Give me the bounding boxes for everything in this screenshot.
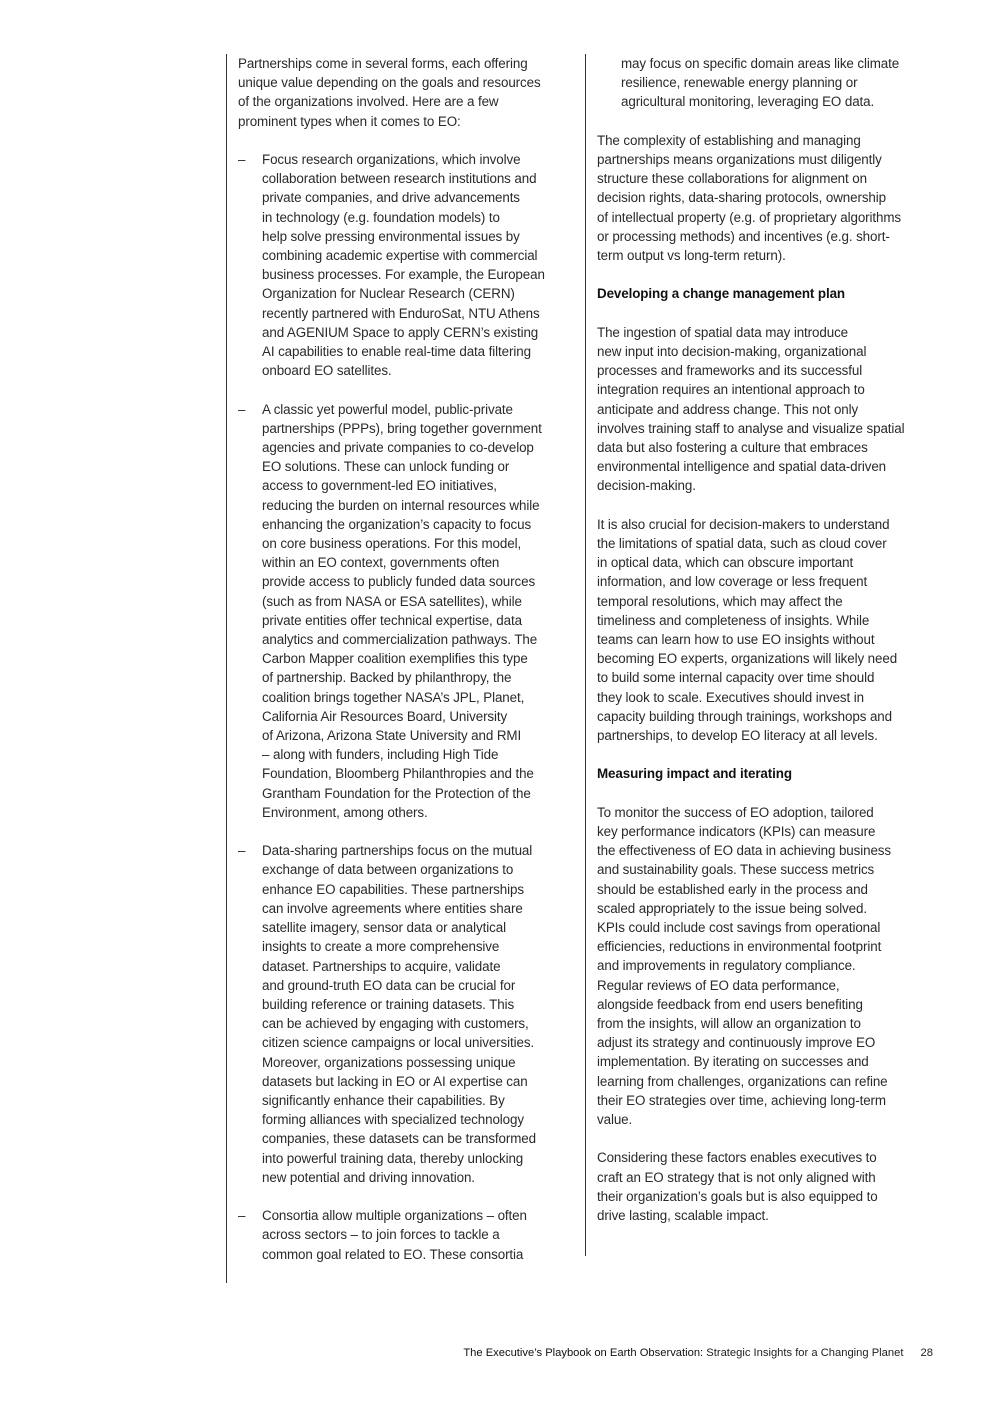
paragraph: It is also crucial for decision-makers to understand the limitations of spatial data, such as cloud cover in optical data, which can obscure important information, and low coverage or less frequent temporal resolutions, which may affect the timeliness and completeness of insights. While teams can learn how to use EO insights without becoming EO experts, organizations will likely need to build some internal capacity over time should they look to scale. Executives should invest in capacity building through trainings, workshops and partnerships, to develop EO literacy at all levels. <box>597 516 898 744</box>
footer-subtitle: Strategic Insights for a Changing Planet <box>706 1347 904 1359</box>
list-item-text: Consortia allow multiple organizations – often across sectors – to join forces to tackle a common goal related to EO. These consortia <box>262 1208 527 1262</box>
page-number: 28 <box>920 1347 933 1359</box>
right-column <box>585 54 966 1256</box>
dash-bullet: – <box>238 1208 246 1224</box>
paragraph: The ingestion of spatial data may introduce new input into decision-making, organizational processes and frameworks and its successful integration requires an intentional approach to anticipate and address change. This not only involves training staff to analyse and visualize spatial data but also fostering a culture that embraces environmental intelligence and spatial data-driven decision-making. <box>597 324 905 494</box>
section-heading: Measuring impact and iterating <box>597 766 792 782</box>
paragraph: To monitor the success of EO adoption, tailored key performance indicators (KPIs) can measure the effectiveness of EO data in achieving business and sustainability goals. These success metrics should be established early in the process and scaled appropriately to the issue being solved. KPIs could include cost savings from operational efficiencies, reductions in environmental footprint and improvements in regulatory compliance. Regular reviews of EO data performance, alongside feedback from end users benefiting from the insights, will allow an organization to adjust its strategy and continuously improve EO implementation. By iterating on successes and learning from challenges, organizations can refine their EO strategies over time, achieving long-term value. <box>597 804 891 1128</box>
list-item-text: Focus research organizations, which involve collaboration between research institutions and private companies, and drive advancements in technology (e.g. foundation models) to help solve pressing environmental issues by combining academic expertise with commercial business processes. For example, the European Organization for Nuclear Research (CERN) recently partnered with EnduroSat, NTU Athens and AGENIUM Space to apply CERN’s existing AI capabilities to enable real-time data filtering onboard EO satellites. <box>262 152 545 379</box>
list-item <box>227 841 579 1187</box>
list-item-text: A classic yet powerful model, public-private partnerships (PPPs), bring together government agencies and private companies to co-develop EO solutions. These can unlock funding or access to government-led EO initiatives, reducing the burden on internal resources while enhancing the organization’s capacity to focus on core business operations. For this model, within an EO context, governments often provide access to publicly funded data sources (such as from NASA or ESA satellites), while private entities offer technical expertise, data analytics and commercialization pathways. The Carbon Mapper coalition exemplifies this type of partnership. Backed by philanthropy, the coalition brings together NASA’s JPL, Planet, California Air Resources Board, University of Arizona, Arizona State University and RMI – along with funders, including High Tide Foundation, Bloomberg Philanthropies and the Grantham Foundation for the Protection of the Environment, among others. <box>262 401 542 820</box>
section-heading: Developing a change management plan <box>597 286 846 302</box>
intro-paragraph: Partnerships come in several forms, each offering unique value depending on the goals and resources of the organizations involved. Here are a few prominent types when it comes to EO: <box>238 56 541 129</box>
page-footer <box>463 1346 933 1360</box>
dash-bullet: – <box>238 152 246 167</box>
list-item-continuation: may focus on specific domain areas like climate resilience, renewable energy planning or agricultural monitoring, leveraging EO data. <box>621 56 900 110</box>
footer-title: The Executive’s Playbook on Earth Observation: <box>463 1347 704 1359</box>
list-item <box>227 400 579 822</box>
dash-bullet: – <box>238 843 246 859</box>
list-item <box>227 1206 579 1264</box>
list-item <box>227 150 579 380</box>
paragraph: The complexity of establishing and managing partnerships means organizations must diligently structure these collaborations for alignment on decision rights, data-sharing protocols, ownership of intellectual property (e.g. of proprietary algorithms or processing methods) and incentives (e.g. short- term output vs long-term return). <box>597 132 902 264</box>
dash-bullet: – <box>238 401 246 417</box>
left-column <box>226 54 579 1283</box>
paragraph: Considering these factors enables executives to craft an EO strategy that is not only aligned with their organization’s goals but is also equipped to drive lasting, scalable impact. <box>597 1150 878 1224</box>
list-item-text: Data-sharing partnerships focus on the mutual exchange of data between organizations to enhance EO capabilities. These partnerships can involve agreements where entities share satellite imagery, sensor data or analytical insights to create a more comprehensive dataset. Partnerships to acquire, validate and ground-truth EO data can be crucial for building reference or training datasets. This can be achieved by engaging with customers, citizen science campaigns or local universities. Moreover, organizations possessing unique datasets but lacking in EO or AI expertise can significantly enhance their capabilities. By forming alliances with specialized technology companies, these datasets can be transformed into powerful training data, thereby unlocking new potential and driving innovation. <box>262 843 536 1185</box>
